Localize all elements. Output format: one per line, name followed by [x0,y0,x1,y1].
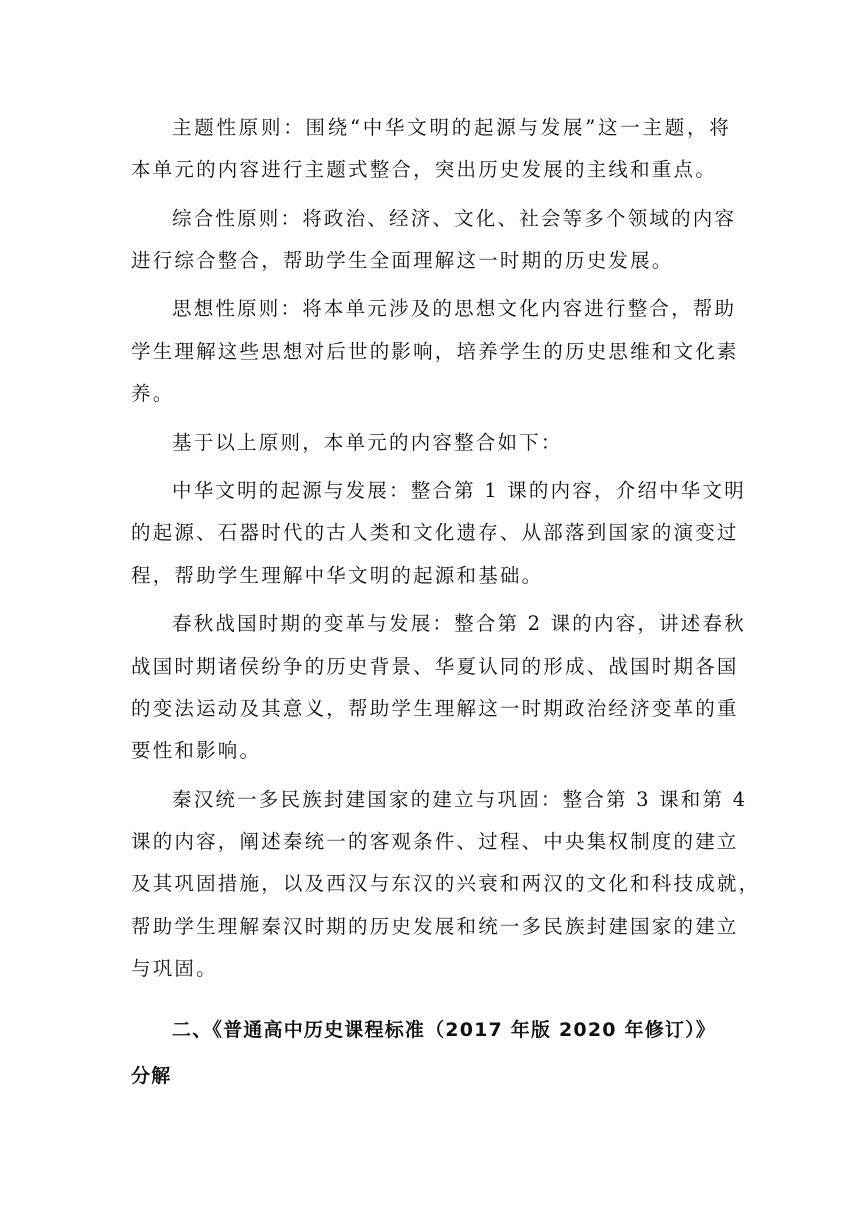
para-thematic-principle-line-1: 主题性原则：围绕“中华文明的起源与发展”这一主题，将 [172,116,731,139]
para-spring-autumn-line-2: 战国时期诸侯纷争的历史背景、华夏认同的形成、战国时期各国 [131,655,739,678]
para-origin-development-line-1: 中华文明的起源与发展：整合第 1 课的内容，介绍中华文明 [172,479,746,502]
para-comprehensive-principle-line-2: 进行综合整合，帮助学生全面理解这一时期的历史发展。 [131,249,674,272]
para-integration-intro-line-1: 基于以上原则，本单元的内容整合如下： [172,431,563,454]
para-origin-development-line-2: 的起源、石器时代的古人类和文化遗存、从部落到国家的演变过 [131,521,739,544]
para-ideological-principle-line-3: 养。 [131,382,175,405]
para-ideological-principle-line-2: 学生理解这些思想对后世的影响，培养学生的历史思维和文化素 [131,340,739,363]
para-spring-autumn-line-3: 的变法运动及其意义，帮助学生理解这一时期政治经济变革的重 [131,697,739,720]
para-origin-development-line-3: 程，帮助学生理解中华文明的起源和基础。 [131,564,544,587]
para-ideological-principle-line-1: 思想性原则：将本单元涉及的思想文化内容进行整合，帮助 [172,297,737,320]
para-comprehensive-principle-line-1: 综合性原则：将政治、经济、文化、社会等多个领域的内容 [172,207,737,230]
para-thematic-principle-line-2: 本单元的内容进行主题式整合，突出历史发展的主线和重点。 [131,158,717,181]
para-spring-autumn-line-1: 春秋战国时期的变革与发展：整合第 2 课的内容，讲述春秋 [172,612,746,635]
section-heading-line-1: 二、《普通高中历史课程标准（2017 年版 2020 年修订）》 [172,1019,717,1041]
para-qin-han-line-1: 秦汉统一多民族封建国家的建立与巩固：整合第 3 课和第 4 [172,788,748,811]
section-heading-line-2: 分解 [131,1065,172,1087]
para-qin-han-line-4: 帮助学生理解秦汉时期的历史发展和统一多民族封建国家的建立 [131,915,739,938]
para-qin-han-line-3: 及其巩固措施，以及西汉与东汉的兴衰和两汉的文化和科技成就， [131,872,761,895]
para-qin-han-line-2: 课的内容，阐述秦统一的客观条件、过程、中央集权制度的建立 [131,830,739,853]
para-spring-autumn-line-4: 要性和影响。 [131,739,262,762]
para-qin-han-line-5: 与巩固。 [131,957,218,980]
